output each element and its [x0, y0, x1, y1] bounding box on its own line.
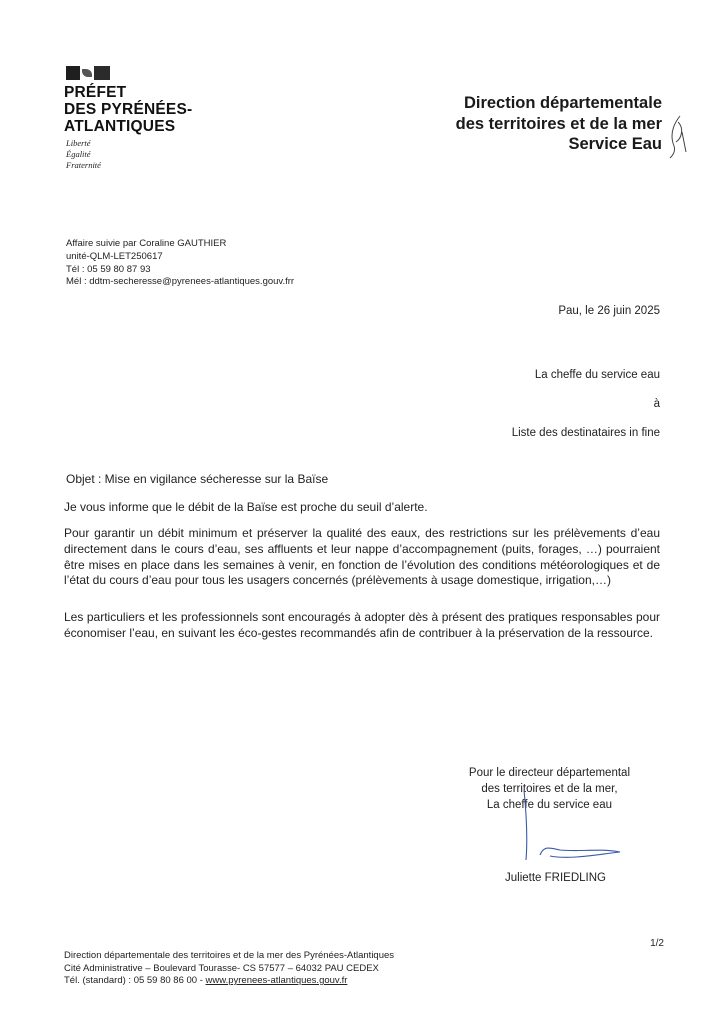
footer-line-3	[64, 975, 394, 988]
recipient-block	[512, 368, 660, 455]
signature-line-2: des territoires et de la mer,	[481, 783, 618, 795]
direction-heading	[456, 93, 662, 155]
prefet-line: DES PYRÉNÉES-	[64, 101, 193, 118]
prefet-line: ATLANTIQUES	[64, 118, 176, 135]
motto-fraternite: Fraternité	[66, 160, 101, 170]
letter-subject: Objet : Mise en vigilance sécheresse sur la Baïse	[66, 472, 329, 486]
page-number: 1/2	[650, 938, 664, 949]
case-email: Mél : ddtm-secheresse@pyrenees-atlantiques.gouv.frr	[66, 276, 295, 288]
letter-date: Pau, le 26 juin 2025	[558, 305, 660, 317]
prefet-title	[64, 84, 192, 135]
footer-website-link[interactable]: www.pyrenees-atlantiques.gouv.fr	[205, 975, 348, 986]
signer-name: Juliette FRIEDLING	[505, 872, 606, 884]
footer-phone: Tél. (standard) : 05 59 80 86 00 -	[64, 975, 206, 986]
republic-motto	[66, 138, 101, 171]
body-paragraph-1: Je vous informe que le débit de la Baïse est proche du seuil d’alerte.	[64, 500, 428, 514]
motto-liberte: Liberté	[66, 138, 91, 148]
signature-line-3: La cheffe du service eau	[486, 799, 612, 811]
marianne-flag-logo	[66, 66, 110, 80]
footer	[64, 950, 394, 988]
handwritten-signature	[520, 790, 630, 870]
motto-egalite: Égalité	[66, 149, 91, 159]
prefet-line: PRÉFET	[64, 84, 127, 101]
case-unit: unité-QLM-LET250617	[66, 250, 163, 262]
recipient-a: à	[653, 398, 660, 410]
service-line: Service Eau	[568, 135, 662, 153]
case-handler: Affaire suivie par Coraline GAUTHIER	[66, 238, 227, 249]
case-reference-block	[66, 238, 294, 289]
case-phone: Tél : 05 59 80 87 93	[66, 263, 151, 275]
signature-line-1: Pour le directeur départemental	[468, 767, 630, 779]
direction-line: des territoires et de la mer	[455, 114, 662, 133]
body-paragraph-2: Pour garantir un débit minimum et préserver la qualité des eaux, des restrictions sur les prélèvements d’eau directement dans le cours d’eau, ses affluents et leur nappe d’accompagnement (puits, forages, …) pourraient être mises en place dans les semaines à venir, en fonction de l’évolution des conditions météorologiques et de l’état du cours d’eau pour tous les usagers concernés (prélèvements à usage domestique, irrigation,…)	[64, 526, 660, 588]
recipient-list: Liste des destinataires in fine	[511, 427, 660, 439]
body-paragraph-3: Les particuliers et les professionnels sont encouragés à adopter dès à présent des pratiques responsables pour économiser l’eau, en suivant les éco-gestes recommandés afin de contribuer à la préservation de la ressource.	[64, 610, 660, 640]
sender-title: La cheffe du service eau	[534, 369, 660, 381]
direction-line: Direction départementale	[463, 94, 662, 112]
footer-line-1: Direction départementale des territoires et de la mer des Pyrénées-Atlantiques	[64, 950, 395, 961]
footer-line-2: Cité Administrative – Boulevard Tourasse- CS 57577 – 64032 PAU CEDEX	[64, 962, 379, 974]
handwritten-initials	[666, 112, 688, 160]
